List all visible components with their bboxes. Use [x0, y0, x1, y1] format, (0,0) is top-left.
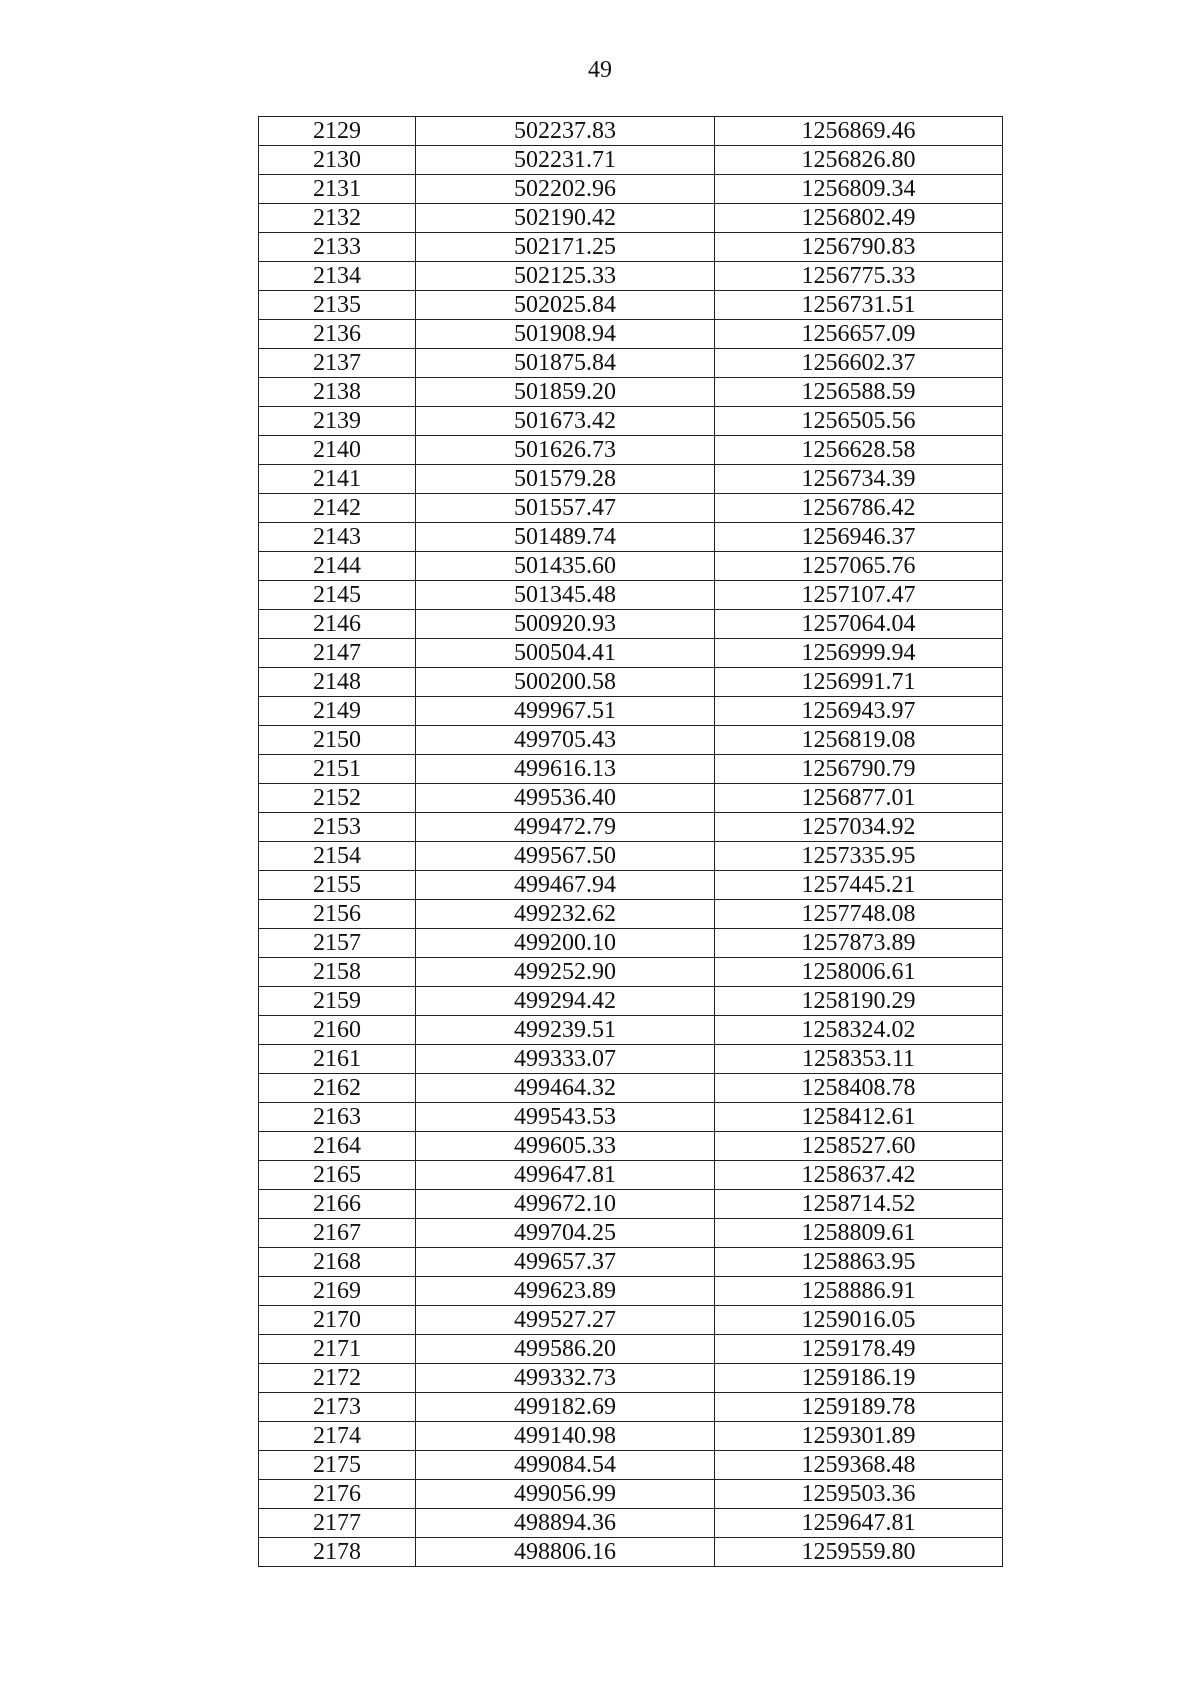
- table-row: [259, 436, 1003, 465]
- x-coordinate-cell: 501626.73: [416, 436, 715, 465]
- point-number-cell: 2129: [259, 117, 416, 146]
- y-coordinate-cell: 1257065.76: [715, 552, 1003, 581]
- table-row: [259, 1161, 1003, 1190]
- table-row: [259, 929, 1003, 958]
- x-coordinate-cell: 499567.50: [416, 842, 715, 871]
- table-row: [259, 1132, 1003, 1161]
- y-coordinate-cell: 1259186.19: [715, 1364, 1003, 1393]
- y-coordinate-cell: 1256819.08: [715, 726, 1003, 755]
- point-number-cell: 2138: [259, 378, 416, 407]
- point-number-cell: 2164: [259, 1132, 416, 1161]
- point-number-cell: 2153: [259, 813, 416, 842]
- point-number-cell: 2141: [259, 465, 416, 494]
- table-row: [259, 1016, 1003, 1045]
- x-coordinate-cell: 499333.07: [416, 1045, 715, 1074]
- x-coordinate-cell: 500504.41: [416, 639, 715, 668]
- y-coordinate-cell: 1256943.97: [715, 697, 1003, 726]
- table-row: [259, 842, 1003, 871]
- coordinates-table-body: [259, 117, 1003, 1567]
- point-number-cell: 2146: [259, 610, 416, 639]
- table-row: [259, 1538, 1003, 1567]
- x-coordinate-cell: 501673.42: [416, 407, 715, 436]
- x-coordinate-cell: 499527.27: [416, 1306, 715, 1335]
- point-number-cell: 2139: [259, 407, 416, 436]
- point-number-cell: 2169: [259, 1277, 416, 1306]
- y-coordinate-cell: 1257064.04: [715, 610, 1003, 639]
- y-coordinate-cell: 1256790.79: [715, 755, 1003, 784]
- table-row: [259, 494, 1003, 523]
- x-coordinate-cell: 502025.84: [416, 291, 715, 320]
- point-number-cell: 2158: [259, 958, 416, 987]
- x-coordinate-cell: 499294.42: [416, 987, 715, 1016]
- x-coordinate-cell: 502231.71: [416, 146, 715, 175]
- table-row: [259, 320, 1003, 349]
- y-coordinate-cell: 1258353.11: [715, 1045, 1003, 1074]
- table-row: [259, 523, 1003, 552]
- table-row: [259, 291, 1003, 320]
- y-coordinate-cell: 1256588.59: [715, 378, 1003, 407]
- y-coordinate-cell: 1258190.29: [715, 987, 1003, 1016]
- y-coordinate-cell: 1256809.34: [715, 175, 1003, 204]
- point-number-cell: 2173: [259, 1393, 416, 1422]
- x-coordinate-cell: 499967.51: [416, 697, 715, 726]
- point-number-cell: 2162: [259, 1074, 416, 1103]
- table-row: [259, 1103, 1003, 1132]
- x-coordinate-cell: 498894.36: [416, 1509, 715, 1538]
- y-coordinate-cell: 1258863.95: [715, 1248, 1003, 1277]
- table-row: [259, 175, 1003, 204]
- table-row: [259, 552, 1003, 581]
- x-coordinate-cell: 499647.81: [416, 1161, 715, 1190]
- y-coordinate-cell: 1256946.37: [715, 523, 1003, 552]
- y-coordinate-cell: 1256731.51: [715, 291, 1003, 320]
- point-number-cell: 2176: [259, 1480, 416, 1509]
- y-coordinate-cell: 1259503.36: [715, 1480, 1003, 1509]
- table-row: [259, 1277, 1003, 1306]
- table-row: [259, 1480, 1003, 1509]
- table-row: [259, 639, 1003, 668]
- x-coordinate-cell: 499657.37: [416, 1248, 715, 1277]
- y-coordinate-cell: 1256775.33: [715, 262, 1003, 291]
- table-row: [259, 1190, 1003, 1219]
- point-number-cell: 2130: [259, 146, 416, 175]
- point-number-cell: 2148: [259, 668, 416, 697]
- page-number: 49: [588, 57, 612, 83]
- x-coordinate-cell: 501859.20: [416, 378, 715, 407]
- x-coordinate-cell: 501875.84: [416, 349, 715, 378]
- y-coordinate-cell: 1256505.56: [715, 407, 1003, 436]
- table-row: [259, 813, 1003, 842]
- x-coordinate-cell: 502190.42: [416, 204, 715, 233]
- y-coordinate-cell: 1258006.61: [715, 958, 1003, 987]
- point-number-cell: 2137: [259, 349, 416, 378]
- x-coordinate-cell: 499536.40: [416, 784, 715, 813]
- table-row: [259, 958, 1003, 987]
- table-row: [259, 1045, 1003, 1074]
- point-number-cell: 2132: [259, 204, 416, 233]
- y-coordinate-cell: 1258408.78: [715, 1074, 1003, 1103]
- x-coordinate-cell: 499239.51: [416, 1016, 715, 1045]
- y-coordinate-cell: 1258324.02: [715, 1016, 1003, 1045]
- y-coordinate-cell: 1256802.49: [715, 204, 1003, 233]
- point-number-cell: 2151: [259, 755, 416, 784]
- y-coordinate-cell: 1258637.42: [715, 1161, 1003, 1190]
- y-coordinate-cell: 1256786.42: [715, 494, 1003, 523]
- x-coordinate-cell: 499672.10: [416, 1190, 715, 1219]
- point-number-cell: 2150: [259, 726, 416, 755]
- table-row: [259, 1364, 1003, 1393]
- table-row: [259, 204, 1003, 233]
- point-number-cell: 2157: [259, 929, 416, 958]
- table-row: [259, 581, 1003, 610]
- table-row: [259, 1248, 1003, 1277]
- point-number-cell: 2172: [259, 1364, 416, 1393]
- y-coordinate-cell: 1259016.05: [715, 1306, 1003, 1335]
- table-row: [259, 1074, 1003, 1103]
- point-number-cell: 2156: [259, 900, 416, 929]
- y-coordinate-cell: 1256991.71: [715, 668, 1003, 697]
- y-coordinate-cell: 1256877.01: [715, 784, 1003, 813]
- table-row: [259, 1422, 1003, 1451]
- x-coordinate-cell: 499252.90: [416, 958, 715, 987]
- y-coordinate-cell: 1257335.95: [715, 842, 1003, 871]
- y-coordinate-cell: 1256657.09: [715, 320, 1003, 349]
- point-number-cell: 2149: [259, 697, 416, 726]
- point-number-cell: 2134: [259, 262, 416, 291]
- table-row: [259, 1451, 1003, 1480]
- table-row: [259, 668, 1003, 697]
- x-coordinate-cell: 499200.10: [416, 929, 715, 958]
- point-number-cell: 2136: [259, 320, 416, 349]
- point-number-cell: 2177: [259, 1509, 416, 1538]
- x-coordinate-cell: 500920.93: [416, 610, 715, 639]
- y-coordinate-cell: 1256999.94: [715, 639, 1003, 668]
- table-row: [259, 378, 1003, 407]
- point-number-cell: 2154: [259, 842, 416, 871]
- y-coordinate-cell: 1257034.92: [715, 813, 1003, 842]
- table-row: [259, 349, 1003, 378]
- point-number-cell: 2131: [259, 175, 416, 204]
- x-coordinate-cell: 499084.54: [416, 1451, 715, 1480]
- table-row: [259, 610, 1003, 639]
- table-row: [259, 755, 1003, 784]
- x-coordinate-cell: 499543.53: [416, 1103, 715, 1132]
- x-coordinate-cell: 499623.89: [416, 1277, 715, 1306]
- y-coordinate-cell: 1259301.89: [715, 1422, 1003, 1451]
- table-row: [259, 407, 1003, 436]
- y-coordinate-cell: 1256869.46: [715, 117, 1003, 146]
- point-number-cell: 2140: [259, 436, 416, 465]
- y-coordinate-cell: 1259559.80: [715, 1538, 1003, 1567]
- point-number-cell: 2152: [259, 784, 416, 813]
- x-coordinate-cell: 499467.94: [416, 871, 715, 900]
- table-row: [259, 233, 1003, 262]
- y-coordinate-cell: 1259189.78: [715, 1393, 1003, 1422]
- y-coordinate-cell: 1258886.91: [715, 1277, 1003, 1306]
- point-number-cell: 2147: [259, 639, 416, 668]
- x-coordinate-cell: 501579.28: [416, 465, 715, 494]
- table-row: [259, 146, 1003, 175]
- point-number-cell: 2143: [259, 523, 416, 552]
- x-coordinate-cell: 501557.47: [416, 494, 715, 523]
- x-coordinate-cell: 499472.79: [416, 813, 715, 842]
- x-coordinate-cell: 501489.74: [416, 523, 715, 552]
- y-coordinate-cell: 1257445.21: [715, 871, 1003, 900]
- table-row: [259, 262, 1003, 291]
- x-coordinate-cell: 499232.62: [416, 900, 715, 929]
- x-coordinate-cell: 501908.94: [416, 320, 715, 349]
- y-coordinate-cell: 1259647.81: [715, 1509, 1003, 1538]
- point-number-cell: 2135: [259, 291, 416, 320]
- x-coordinate-cell: 498806.16: [416, 1538, 715, 1567]
- x-coordinate-cell: 499464.32: [416, 1074, 715, 1103]
- y-coordinate-cell: 1256628.58: [715, 436, 1003, 465]
- y-coordinate-cell: 1256602.37: [715, 349, 1003, 378]
- x-coordinate-cell: 500200.58: [416, 668, 715, 697]
- point-number-cell: 2171: [259, 1335, 416, 1364]
- point-number-cell: 2160: [259, 1016, 416, 1045]
- y-coordinate-cell: 1258714.52: [715, 1190, 1003, 1219]
- point-number-cell: 2159: [259, 987, 416, 1016]
- table-row: [259, 726, 1003, 755]
- point-number-cell: 2168: [259, 1248, 416, 1277]
- point-number-cell: 2174: [259, 1422, 416, 1451]
- point-number-cell: 2175: [259, 1451, 416, 1480]
- point-number-cell: 2155: [259, 871, 416, 900]
- x-coordinate-cell: 499616.13: [416, 755, 715, 784]
- x-coordinate-cell: 499705.43: [416, 726, 715, 755]
- x-coordinate-cell: 499586.20: [416, 1335, 715, 1364]
- point-number-cell: 2166: [259, 1190, 416, 1219]
- table-row: [259, 117, 1003, 146]
- point-number-cell: 2161: [259, 1045, 416, 1074]
- y-coordinate-cell: 1257748.08: [715, 900, 1003, 929]
- coordinates-table: [258, 116, 1003, 1567]
- table-row: [259, 1219, 1003, 1248]
- table-row: [259, 871, 1003, 900]
- table-row: [259, 465, 1003, 494]
- y-coordinate-cell: 1258412.61: [715, 1103, 1003, 1132]
- y-coordinate-cell: 1258527.60: [715, 1132, 1003, 1161]
- x-coordinate-cell: 502125.33: [416, 262, 715, 291]
- x-coordinate-cell: 501345.48: [416, 581, 715, 610]
- x-coordinate-cell: 501435.60: [416, 552, 715, 581]
- point-number-cell: 2170: [259, 1306, 416, 1335]
- y-coordinate-cell: 1257873.89: [715, 929, 1003, 958]
- point-number-cell: 2165: [259, 1161, 416, 1190]
- x-coordinate-cell: 499332.73: [416, 1364, 715, 1393]
- point-number-cell: 2167: [259, 1219, 416, 1248]
- y-coordinate-cell: 1258809.61: [715, 1219, 1003, 1248]
- point-number-cell: 2144: [259, 552, 416, 581]
- point-number-cell: 2163: [259, 1103, 416, 1132]
- table-row: [259, 1393, 1003, 1422]
- point-number-cell: 2142: [259, 494, 416, 523]
- x-coordinate-cell: 499182.69: [416, 1393, 715, 1422]
- point-number-cell: 2133: [259, 233, 416, 262]
- point-number-cell: 2178: [259, 1538, 416, 1567]
- y-coordinate-cell: 1257107.47: [715, 581, 1003, 610]
- y-coordinate-cell: 1256826.80: [715, 146, 1003, 175]
- table-row: [259, 987, 1003, 1016]
- x-coordinate-cell: 499605.33: [416, 1132, 715, 1161]
- point-number-cell: 2145: [259, 581, 416, 610]
- y-coordinate-cell: 1259368.48: [715, 1451, 1003, 1480]
- table-row: [259, 900, 1003, 929]
- x-coordinate-cell: 502202.96: [416, 175, 715, 204]
- table-row: [259, 1306, 1003, 1335]
- table-row: [259, 1335, 1003, 1364]
- table-row: [259, 784, 1003, 813]
- x-coordinate-cell: 502237.83: [416, 117, 715, 146]
- x-coordinate-cell: 499056.99: [416, 1480, 715, 1509]
- y-coordinate-cell: 1256734.39: [715, 465, 1003, 494]
- table-row: [259, 1509, 1003, 1538]
- x-coordinate-cell: 499140.98: [416, 1422, 715, 1451]
- y-coordinate-cell: 1256790.83: [715, 233, 1003, 262]
- table-row: [259, 697, 1003, 726]
- x-coordinate-cell: 499704.25: [416, 1219, 715, 1248]
- y-coordinate-cell: 1259178.49: [715, 1335, 1003, 1364]
- x-coordinate-cell: 502171.25: [416, 233, 715, 262]
